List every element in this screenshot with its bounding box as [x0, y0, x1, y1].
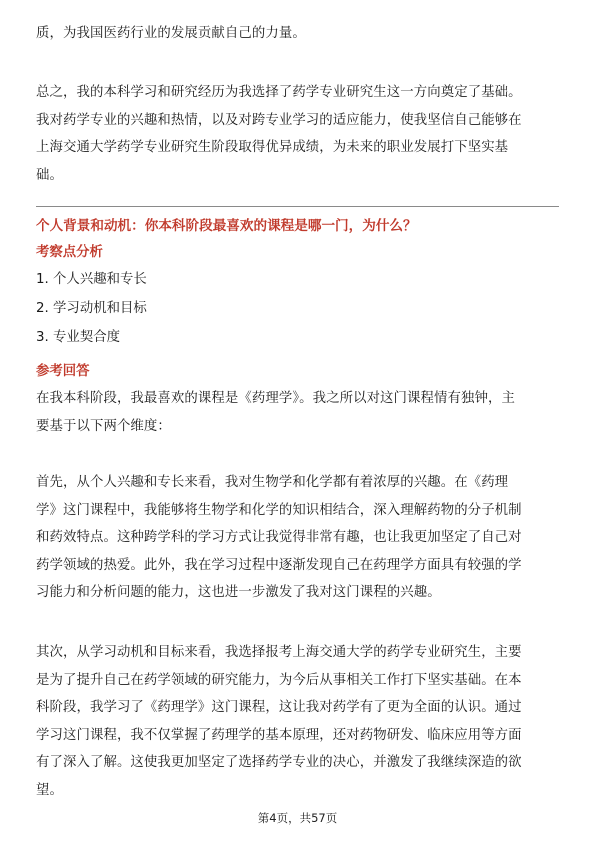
- answer-paragraph-2: [36, 639, 559, 804]
- text-line: 在我本科阶段，我最喜欢的课程是《药理学》。我之所以对这门课程情有独钟，主: [36, 391, 515, 406]
- section-divider: [36, 206, 559, 207]
- analysis-item: 1. 个人兴趣和专长: [36, 272, 147, 287]
- text-line: 是为了提升自己在药学领域的研究能力，为今后从事相关工作打下坚实基础。在本: [36, 672, 522, 688]
- text-line: 其次，从学习动机和目标来看，我选择报考上海交通大学的药学专业研究生，主要: [36, 645, 522, 660]
- text-line: 望。: [36, 782, 63, 798]
- text-line: 础。: [36, 167, 63, 183]
- answer-heading: 参考回答: [36, 364, 90, 379]
- text-line: 学》这门课程中，我能够将生物学和化学的知识相结合，深入理解药物的分子机制: [36, 502, 522, 518]
- text-line: 质，为我国医药行业的发展贡献自己的力量。: [36, 26, 306, 41]
- text-line: 和药效特点。这种跨学科的学习方式让我觉得非常有趣，也让我更加坚定了自己对: [36, 530, 522, 545]
- page-number: 第4页，共57页: [257, 811, 338, 825]
- text-line: 药学领域的热爱。此外，我在学习过程中逐渐发现自己在药理学方面具有较强的学: [36, 557, 522, 573]
- interview-question: 个人背景和动机：你本科阶段最喜欢的课程是哪一门，为什么？: [36, 218, 417, 234]
- text-line: 要基于以下两个维度：: [36, 418, 171, 434]
- summary-paragraph: [36, 79, 559, 189]
- answer-paragraph-1: [36, 469, 559, 607]
- analysis-item: 2. 学习动机和目标: [36, 301, 147, 316]
- text-line: 科阶段，我学习了《药理学》这门课程，这让我对药学有了更为全面的认识。通过: [36, 700, 522, 715]
- answer-intro-paragraph: [36, 385, 559, 440]
- text-line: 首先，从个人兴趣和专长来看，我对生物学和化学都有着浓厚的兴趣。在《药理: [36, 475, 509, 490]
- text-line: 有了深入了解。这使我更加坚定了选择药学专业的决心，并激发了我继续深造的欲: [36, 755, 522, 770]
- continued-paragraph: [36, 20, 559, 48]
- text-line: 上海交通大学药学专业研究生阶段取得优异成绩，为未来的职业发展打下坚实基: [36, 140, 509, 155]
- text-line: 学习这门课程，我不仅掌握了药理学的基本原理，还对药物研发、临床应用等方面: [36, 727, 522, 743]
- text-line: 习能力和分析问题的能力，这也进一步激发了我对这门课程的兴趣。: [36, 585, 441, 600]
- analysis-heading: 考察点分析: [36, 245, 103, 260]
- text-line: 我对药学专业的兴趣和热情，以及对跨专业学习的适应能力，使我坚信自己能够在: [36, 112, 522, 128]
- text-line: 总之，我的本科学习和研究经历为我选择了药学专业研究生这一方向奠定了基础。: [36, 85, 522, 100]
- analysis-item: 3. 专业契合度: [36, 330, 120, 345]
